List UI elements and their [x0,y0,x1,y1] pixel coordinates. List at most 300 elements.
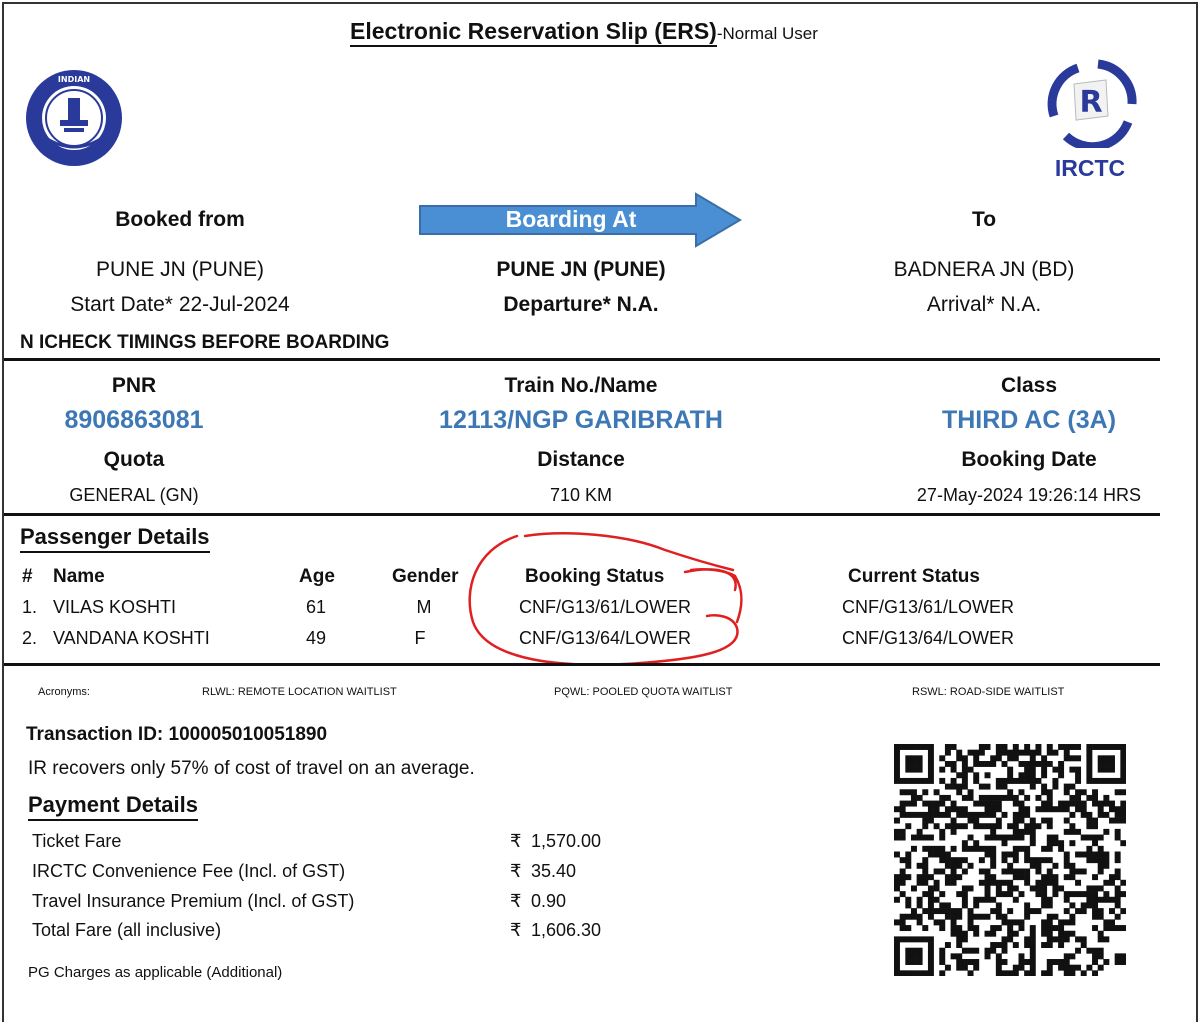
qr-module [1024,880,1030,886]
qr-module [1092,953,1098,959]
qr-module [1041,925,1047,931]
qr-module [1030,942,1036,948]
qr-module [1109,806,1115,812]
qr-module [973,925,979,931]
qr-module [1092,874,1098,880]
qr-module [1058,965,1064,971]
qr-module [1018,761,1024,767]
qr-module [968,970,974,976]
qr-module [1103,795,1109,801]
qr-module [979,846,985,852]
qr-module [1120,818,1126,824]
qr-module [1007,852,1013,858]
qr-module [1069,953,1075,959]
qr-module [1024,778,1030,784]
qr-module [990,948,996,954]
qr-module [911,953,917,959]
qr-module [894,885,900,891]
qr-module [1115,897,1121,903]
qr-module [939,857,945,863]
qr-module [968,812,974,818]
qr-module [1092,857,1098,863]
qr-module [1002,852,1008,858]
qr-module [951,767,957,773]
qr-module [962,778,968,784]
qr-module [1115,806,1121,812]
qr-module [1069,931,1075,937]
qr-module [956,965,962,971]
qr-module [996,942,1002,948]
qr-module [956,755,962,761]
qr-module [1081,806,1087,812]
qr-module [1013,829,1019,835]
qr-module [1081,936,1087,942]
qr-module [939,835,945,841]
qr-module [1109,925,1115,931]
boarding-at-label: Boarding At [505,206,637,232]
qr-module [928,948,934,954]
qr-module [922,823,928,829]
to-label: To [971,208,997,231]
qr-module [1018,835,1024,841]
qr-module [973,948,979,954]
qr-module [900,806,906,812]
qr-module [1092,897,1098,903]
qr-module [945,874,951,880]
qr-module [973,772,979,778]
qr-module [996,823,1002,829]
qr-module [1064,750,1070,756]
pnr-value: 8906863081 [64,406,204,434]
qr-module [939,755,945,761]
qr-module [968,914,974,920]
qr-module [905,863,911,869]
qr-module [894,744,900,750]
qr-module [922,970,928,976]
distance-value: 710 KM [549,485,613,505]
qr-module [945,806,951,812]
qr-module [939,812,945,818]
qr-module [1103,863,1109,869]
qr-module [928,908,934,914]
qr-module [1092,902,1098,908]
qr-module [1002,959,1008,965]
qr-module [996,744,1002,750]
qr-module [1098,936,1104,942]
qr-module [1115,852,1121,858]
qr-module [1052,959,1058,965]
qr-module [1098,846,1104,852]
col-number: # [22,566,33,587]
payment-amount: 0.90 [531,891,567,911]
qr-module [1069,914,1075,920]
qr-module [1047,970,1053,976]
qr-module [1064,919,1070,925]
qr-module [917,812,923,818]
qr-module [962,812,968,818]
qr-module [905,897,911,903]
qr-module [1092,891,1098,897]
qr-module [962,761,968,767]
qr-module [1030,863,1036,869]
qr-module [990,908,996,914]
qr-module [1092,852,1098,858]
qr-module [1115,902,1121,908]
qr-module [962,806,968,812]
qr-module [1058,936,1064,942]
qr-module [894,874,900,880]
qr-module [1013,857,1019,863]
qr-module [1058,885,1064,891]
qr-module [911,744,917,750]
qr-module [1120,891,1126,897]
qr-module [1098,857,1104,863]
qr-module [1058,919,1064,925]
qr-module [1018,818,1024,824]
qr-module [1081,789,1087,795]
qr-module [1024,795,1030,801]
qr-module [905,744,911,750]
page-title [350,18,818,45]
qr-module [990,874,996,880]
qr-module [1064,852,1070,858]
qr-module [973,801,979,807]
qr-module [1024,868,1030,874]
qr-module [1120,812,1126,818]
qr-module [1069,868,1075,874]
qr-module [1069,874,1075,880]
qr-module [1109,874,1115,880]
qr-module [1002,948,1008,954]
qr-module [1013,874,1019,880]
qr-module [1092,744,1098,750]
qr-module [973,818,979,824]
qr-module [1069,965,1075,971]
qr-module [939,795,945,801]
qr-module [1002,936,1008,942]
qr-module [956,874,962,880]
qr-module [979,801,985,807]
qr-module [1098,897,1104,903]
passenger-booking-status: CNF/G13/61/LOWER [519,597,692,617]
qr-module [1052,874,1058,880]
qr-module [1007,795,1013,801]
qr-module [939,908,945,914]
qr-module [1018,778,1024,784]
qr-module [894,852,900,858]
qr-module [1030,755,1036,761]
qr-module [1103,801,1109,807]
qr-module [951,801,957,807]
qr-module [928,936,934,942]
qr-module [979,784,985,790]
qr-module [1007,919,1013,925]
qr-module [945,852,951,858]
qr-module [1092,789,1098,795]
qr-module [996,880,1002,886]
qr-module [1052,885,1058,891]
class-value: THIRD AC (3A) [941,406,1117,434]
qr-module [1041,846,1047,852]
qr-module [1041,801,1047,807]
qr-module [1098,852,1104,858]
qr-module [1041,919,1047,925]
qr-code [894,744,1126,976]
qr-module [1041,891,1047,897]
qr-module [1069,840,1075,846]
qr-module [1075,806,1081,812]
qr-module [928,970,934,976]
qr-module [911,948,917,954]
qr-module [917,761,923,767]
qr-module [905,948,911,954]
qr-module [911,755,917,761]
acronym-rswl: RSWL: ROAD-SIDE WAITLIST [912,686,1065,698]
qr-module [996,914,1002,920]
qr-module [1013,823,1019,829]
qr-module [1002,840,1008,846]
distance-label: Distance [537,448,625,471]
qr-module [905,902,911,908]
passenger-current-status: CNF/G13/61/LOWER [842,597,1015,617]
qr-module [1030,823,1036,829]
qr-module [917,919,923,925]
qr-module [1041,942,1047,948]
qr-module [956,914,962,920]
qr-module [1041,767,1047,773]
qr-module [939,891,945,897]
qr-module [985,931,991,937]
qr-module [1064,908,1070,914]
qr-module [928,953,934,959]
qr-module [1052,767,1058,773]
qr-module [1013,755,1019,761]
qr-module [1109,801,1115,807]
qr-module [1047,795,1053,801]
qr-module [996,755,1002,761]
qr-module [939,829,945,835]
qr-module [973,931,979,937]
qr-module [922,908,928,914]
qr-module [894,835,900,841]
passenger-gender: M [416,597,432,617]
qr-module [1047,942,1053,948]
qr-module [934,846,940,852]
qr-module [905,857,911,863]
qr-module [1030,965,1036,971]
qr-module [911,812,917,818]
qr-module [1103,891,1109,897]
qr-module [911,908,917,914]
qr-module [1064,784,1070,790]
qr-module [985,868,991,874]
qr-module [996,965,1002,971]
qr-module [956,750,962,756]
qr-module [1052,835,1058,841]
qr-module [968,885,974,891]
qr-module [1109,755,1115,761]
qr-module [985,880,991,886]
qr-module [1002,835,1008,841]
qr-module [900,778,906,784]
qr-module [1109,778,1115,784]
qr-module [990,925,996,931]
col-current-status: Current Status [848,566,980,587]
qr-module [1024,936,1030,942]
qr-module [1047,789,1053,795]
qr-module [911,767,917,773]
qr-module [973,959,979,965]
qr-module [968,959,974,965]
qr-module [1115,744,1121,750]
qr-module [1069,784,1075,790]
qr-module [1103,778,1109,784]
indian-railways-logo [24,68,124,168]
qr-module [1052,778,1058,784]
qr-module [1035,908,1041,914]
qr-module [1075,767,1081,773]
qr-module [1058,761,1064,767]
qr-module [1064,936,1070,942]
qr-module [1086,835,1092,841]
qr-module [1086,948,1092,954]
qr-module [1086,750,1092,756]
qr-module [1064,801,1070,807]
check-timings-note: N ICHECK TIMINGS BEFORE BOARDING [20,332,390,353]
from-station: PUNE JN (PUNE) [95,258,264,281]
qr-module [1092,823,1098,829]
qr-module [962,755,968,761]
qr-module [1103,897,1109,903]
qr-module [1109,908,1115,914]
qr-module [1007,835,1013,841]
qr-module [1086,818,1092,824]
qr-module [934,806,940,812]
qr-module [1058,744,1064,750]
qr-module [928,897,934,903]
qr-module [1086,772,1092,778]
qr-module [973,755,979,761]
qr-module [1002,744,1008,750]
qr-module [1069,795,1075,801]
qr-module [1103,852,1109,858]
qr-module [894,953,900,959]
payment-amount: 35.40 [531,861,577,881]
qr-module [1030,772,1036,778]
qr-module [951,744,957,750]
qr-module [985,897,991,903]
qr-module [1030,959,1036,965]
qr-module [1018,959,1024,965]
qr-module [1075,965,1081,971]
qr-module [1007,778,1013,784]
qr-module [996,902,1002,908]
qr-module [939,868,945,874]
qr-module [934,868,940,874]
qr-module [962,772,968,778]
qr-module [1002,750,1008,756]
qr-module [1013,778,1019,784]
qr-module [939,953,945,959]
qr-module [1086,778,1092,784]
qr-module [894,942,900,948]
qr-module [1047,931,1053,937]
svg-text:R: R [1079,85,1103,120]
train-label: Train No./Name [504,374,658,397]
qr-module [1013,965,1019,971]
qr-module [996,953,1002,959]
qr-module [962,902,968,908]
qr-module [962,897,968,903]
qr-module [928,806,934,812]
qr-module [905,789,911,795]
qr-module [1007,891,1013,897]
payment-label: Ticket Fare [32,831,122,851]
qr-module [1047,868,1053,874]
qr-module [962,846,968,852]
qr-module [1064,755,1070,761]
qr-module [900,925,906,931]
qr-module [1075,789,1081,795]
qr-module [956,857,962,863]
qr-module [911,778,917,784]
qr-module [1024,914,1030,920]
passenger-booking-status: CNF/G13/64/LOWER [519,628,692,648]
qr-module [990,846,996,852]
passenger-current-status: CNF/G13/64/LOWER [842,628,1015,648]
qr-module [973,812,979,818]
qr-module [990,806,996,812]
qr-module [1007,767,1013,773]
qr-module [996,970,1002,976]
qr-module [911,835,917,841]
qr-module [1030,750,1036,756]
qr-module [1018,868,1024,874]
qr-module [1007,880,1013,886]
qr-module [1064,953,1070,959]
qr-module [1086,767,1092,773]
qr-module [951,880,957,886]
qr-module [956,806,962,812]
qr-module [911,846,917,852]
departure-time: Departure* N.A. [503,293,659,316]
qr-module [934,880,940,886]
qr-module [1047,840,1053,846]
qr-module [973,823,979,829]
qr-module [1098,744,1104,750]
qr-module [928,846,934,852]
qr-module [1035,891,1041,897]
qr-module [1030,761,1036,767]
qr-module [1081,812,1087,818]
qr-module [1052,863,1058,869]
col-name: Name [53,566,105,587]
qr-module [1007,925,1013,931]
qr-module [939,846,945,852]
qr-module [1092,835,1098,841]
qr-module [1092,778,1098,784]
qr-module [968,863,974,869]
qr-module [894,767,900,773]
qr-module [990,755,996,761]
qr-module [905,959,911,965]
qr-module [1092,840,1098,846]
irctc-logo-text: IRCTC [1054,155,1126,181]
qr-module [922,857,928,863]
qr-module [1030,818,1036,824]
qr-module [979,744,985,750]
qr-module [917,767,923,773]
